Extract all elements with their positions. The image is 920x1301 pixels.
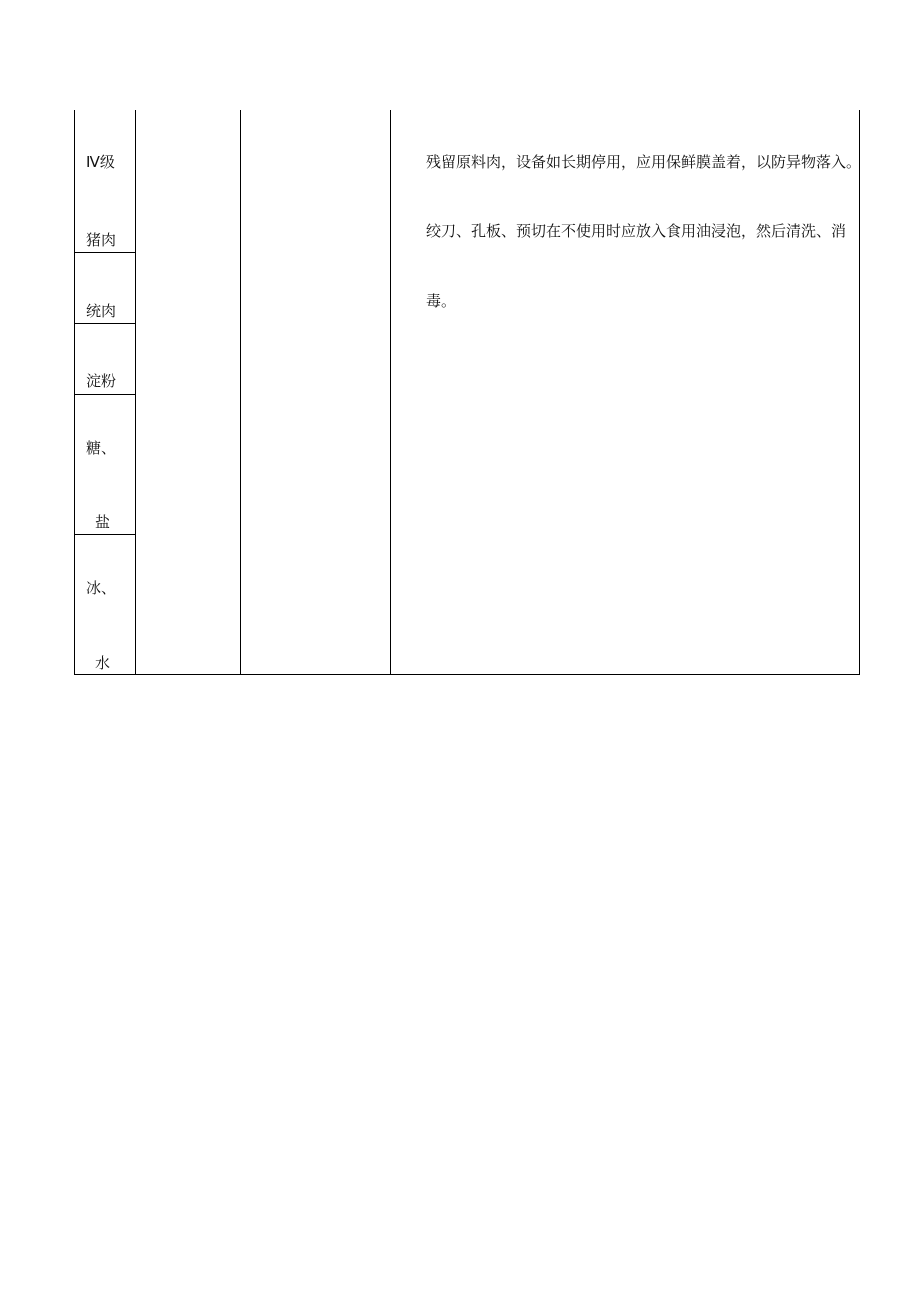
table-border-left	[74, 110, 75, 675]
table-border-right	[859, 110, 860, 675]
description-line-3: 毒。	[426, 292, 457, 310]
table-divider-col3	[390, 110, 391, 675]
cell-ice-label: 冰、	[86, 579, 117, 597]
row-separator-1	[74, 252, 135, 253]
row-separator-4	[74, 534, 135, 535]
table-divider-col2	[240, 110, 241, 675]
description-line-2: 绞刀、孔板、预切在不使用时应放入食用油浸泡，然后清洗、消	[426, 222, 847, 240]
cell-meat-label: 统肉	[86, 302, 117, 320]
cell-sugar-label: 糖、	[86, 439, 117, 457]
row-separator-3	[74, 394, 135, 395]
table-border-bottom	[74, 674, 860, 675]
cell-salt-label: 盐	[95, 513, 111, 531]
row-separator-2	[74, 323, 135, 324]
description-line-1: 残留原料肉，设备如长期停用，应用保鲜膜盖着，以防异物落入。	[426, 153, 862, 171]
cell-water-label: 水	[95, 654, 111, 672]
cell-starch-label: 淀粉	[86, 372, 117, 390]
cell-grade-label: Ⅳ级	[86, 153, 115, 171]
cell-pork-label: 猪肉	[86, 231, 117, 249]
table-divider-col1	[135, 110, 136, 675]
